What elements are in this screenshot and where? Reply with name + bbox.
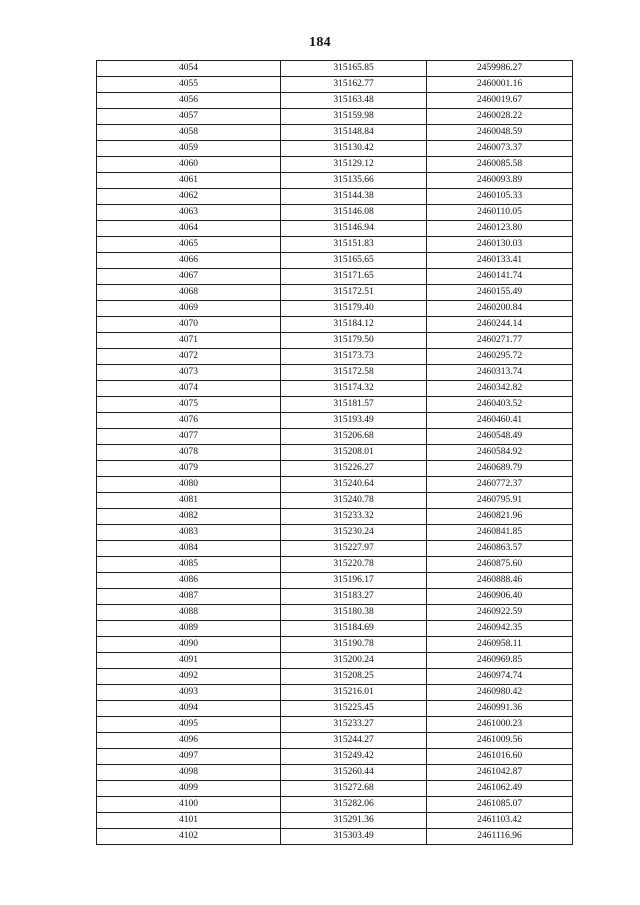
table-row bbox=[97, 253, 573, 269]
point-number-cell: 4070 bbox=[97, 317, 281, 333]
y-coordinate-cell: 2460001.16 bbox=[427, 77, 573, 93]
x-coordinate-cell: 315291.36 bbox=[281, 813, 427, 829]
y-coordinate-cell: 2460313.74 bbox=[427, 365, 573, 381]
y-coordinate-cell: 2460821.96 bbox=[427, 509, 573, 525]
y-coordinate-cell: 2460019.67 bbox=[427, 93, 573, 109]
point-number-cell: 4064 bbox=[97, 221, 281, 237]
x-coordinate-cell: 315172.58 bbox=[281, 365, 427, 381]
point-number-cell: 4090 bbox=[97, 637, 281, 653]
table-row bbox=[97, 621, 573, 637]
table-row bbox=[97, 701, 573, 717]
page-number: 184 bbox=[309, 35, 331, 50]
y-coordinate-cell: 2460991.36 bbox=[427, 701, 573, 717]
point-number-cell: 4098 bbox=[97, 765, 281, 781]
y-coordinate-cell: 2460093.89 bbox=[427, 173, 573, 189]
point-number-cell: 4056 bbox=[97, 93, 281, 109]
y-coordinate-cell: 2460141.74 bbox=[427, 269, 573, 285]
point-number-cell: 4079 bbox=[97, 461, 281, 477]
y-coordinate-cell: 2460888.46 bbox=[427, 573, 573, 589]
point-number-cell: 4087 bbox=[97, 589, 281, 605]
y-coordinate-cell: 2460969.85 bbox=[427, 653, 573, 669]
x-coordinate-cell: 315282.06 bbox=[281, 797, 427, 813]
table-row bbox=[97, 173, 573, 189]
y-coordinate-cell: 2460548.49 bbox=[427, 429, 573, 445]
y-coordinate-cell: 2460875.60 bbox=[427, 557, 573, 573]
x-coordinate-cell: 315174.32 bbox=[281, 381, 427, 397]
x-coordinate-cell: 315233.27 bbox=[281, 717, 427, 733]
x-coordinate-cell: 315184.12 bbox=[281, 317, 427, 333]
table-row bbox=[97, 157, 573, 173]
y-coordinate-cell: 2461042.87 bbox=[427, 765, 573, 781]
x-coordinate-cell: 315171.65 bbox=[281, 269, 427, 285]
y-coordinate-cell: 2460200.84 bbox=[427, 301, 573, 317]
x-coordinate-cell: 315163.48 bbox=[281, 93, 427, 109]
y-coordinate-cell: 2461103.42 bbox=[427, 813, 573, 829]
y-coordinate-cell: 2460028.22 bbox=[427, 109, 573, 125]
table-row bbox=[97, 141, 573, 157]
x-coordinate-cell: 315162.77 bbox=[281, 77, 427, 93]
point-number-cell: 4095 bbox=[97, 717, 281, 733]
point-number-cell: 4100 bbox=[97, 797, 281, 813]
x-coordinate-cell: 315165.65 bbox=[281, 253, 427, 269]
x-coordinate-cell: 315135.66 bbox=[281, 173, 427, 189]
table-row bbox=[97, 349, 573, 365]
x-coordinate-cell: 315184.69 bbox=[281, 621, 427, 637]
point-number-cell: 4096 bbox=[97, 733, 281, 749]
point-number-cell: 4076 bbox=[97, 413, 281, 429]
point-number-cell: 4091 bbox=[97, 653, 281, 669]
y-coordinate-cell: 2460689.79 bbox=[427, 461, 573, 477]
x-coordinate-cell: 315216.01 bbox=[281, 685, 427, 701]
table-row bbox=[97, 61, 573, 77]
y-coordinate-cell: 2460085.58 bbox=[427, 157, 573, 173]
point-number-cell: 4061 bbox=[97, 173, 281, 189]
y-coordinate-cell: 2460244.14 bbox=[427, 317, 573, 333]
point-number-cell: 4062 bbox=[97, 189, 281, 205]
point-number-cell: 4071 bbox=[97, 333, 281, 349]
point-number-cell: 4069 bbox=[97, 301, 281, 317]
y-coordinate-cell: 2460841.85 bbox=[427, 525, 573, 541]
table-row bbox=[97, 605, 573, 621]
table-row bbox=[97, 749, 573, 765]
point-number-cell: 4102 bbox=[97, 829, 281, 845]
y-coordinate-cell: 2460048.59 bbox=[427, 125, 573, 141]
y-coordinate-cell: 2461016.60 bbox=[427, 749, 573, 765]
x-coordinate-cell: 315208.25 bbox=[281, 669, 427, 685]
point-number-cell: 4088 bbox=[97, 605, 281, 621]
table-row bbox=[97, 509, 573, 525]
x-coordinate-cell: 315144.38 bbox=[281, 189, 427, 205]
point-number-cell: 4072 bbox=[97, 349, 281, 365]
x-coordinate-cell: 315180.38 bbox=[281, 605, 427, 621]
table-row bbox=[97, 269, 573, 285]
table-row bbox=[97, 333, 573, 349]
table-row bbox=[97, 493, 573, 509]
y-coordinate-cell: 2460403.52 bbox=[427, 397, 573, 413]
y-coordinate-cell: 2460906.40 bbox=[427, 589, 573, 605]
x-coordinate-cell: 315196.17 bbox=[281, 573, 427, 589]
y-coordinate-cell: 2461085.07 bbox=[427, 797, 573, 813]
x-coordinate-cell: 315206.68 bbox=[281, 429, 427, 445]
y-coordinate-cell: 2461116.96 bbox=[427, 829, 573, 845]
point-number-cell: 4094 bbox=[97, 701, 281, 717]
table-row bbox=[97, 237, 573, 253]
table-row bbox=[97, 461, 573, 477]
table-row bbox=[97, 445, 573, 461]
table-row bbox=[97, 189, 573, 205]
table-row bbox=[97, 541, 573, 557]
x-coordinate-cell: 315303.49 bbox=[281, 829, 427, 845]
x-coordinate-cell: 315179.50 bbox=[281, 333, 427, 349]
table-row bbox=[97, 365, 573, 381]
table-row bbox=[97, 477, 573, 493]
point-number-cell: 4077 bbox=[97, 429, 281, 445]
point-number-cell: 4054 bbox=[97, 61, 281, 77]
point-number-cell: 4080 bbox=[97, 477, 281, 493]
x-coordinate-cell: 315190.78 bbox=[281, 637, 427, 653]
point-number-cell: 4085 bbox=[97, 557, 281, 573]
y-coordinate-cell: 2460155.49 bbox=[427, 285, 573, 301]
y-coordinate-cell: 2460110.05 bbox=[427, 205, 573, 221]
x-coordinate-cell: 315151.83 bbox=[281, 237, 427, 253]
y-coordinate-cell: 2460958.11 bbox=[427, 637, 573, 653]
x-coordinate-cell: 315148.84 bbox=[281, 125, 427, 141]
x-coordinate-cell: 315129.12 bbox=[281, 157, 427, 173]
point-number-cell: 4065 bbox=[97, 237, 281, 253]
point-number-cell: 4074 bbox=[97, 381, 281, 397]
y-coordinate-cell: 2460980.42 bbox=[427, 685, 573, 701]
y-coordinate-cell: 2460772.37 bbox=[427, 477, 573, 493]
point-number-cell: 4060 bbox=[97, 157, 281, 173]
x-coordinate-cell: 315220.78 bbox=[281, 557, 427, 573]
table-row bbox=[97, 765, 573, 781]
table-row bbox=[97, 381, 573, 397]
y-coordinate-cell: 2460105.33 bbox=[427, 189, 573, 205]
point-number-cell: 4089 bbox=[97, 621, 281, 637]
y-coordinate-cell: 2460584.92 bbox=[427, 445, 573, 461]
y-coordinate-cell: 2460460.41 bbox=[427, 413, 573, 429]
table-row bbox=[97, 221, 573, 237]
y-coordinate-cell: 2460942.35 bbox=[427, 621, 573, 637]
table-row bbox=[97, 301, 573, 317]
y-coordinate-cell: 2460295.72 bbox=[427, 349, 573, 365]
x-coordinate-cell: 315244.27 bbox=[281, 733, 427, 749]
x-coordinate-cell: 315240.78 bbox=[281, 493, 427, 509]
table-row bbox=[97, 285, 573, 301]
table-row bbox=[97, 93, 573, 109]
point-number-cell: 4099 bbox=[97, 781, 281, 797]
point-number-cell: 4078 bbox=[97, 445, 281, 461]
y-coordinate-cell: 2460133.41 bbox=[427, 253, 573, 269]
table-row bbox=[97, 797, 573, 813]
y-coordinate-cell: 2460974.74 bbox=[427, 669, 573, 685]
table-row bbox=[97, 557, 573, 573]
x-coordinate-cell: 315272.68 bbox=[281, 781, 427, 797]
y-coordinate-cell: 2460073.37 bbox=[427, 141, 573, 157]
y-coordinate-cell: 2460795.91 bbox=[427, 493, 573, 509]
x-coordinate-cell: 315181.57 bbox=[281, 397, 427, 413]
point-number-cell: 4058 bbox=[97, 125, 281, 141]
point-number-cell: 4092 bbox=[97, 669, 281, 685]
y-coordinate-cell: 2460342.82 bbox=[427, 381, 573, 397]
table-row bbox=[97, 525, 573, 541]
point-number-cell: 4082 bbox=[97, 509, 281, 525]
table-row bbox=[97, 573, 573, 589]
x-coordinate-cell: 315208.01 bbox=[281, 445, 427, 461]
x-coordinate-cell: 315230.24 bbox=[281, 525, 427, 541]
x-coordinate-cell: 315226.27 bbox=[281, 461, 427, 477]
point-number-cell: 4101 bbox=[97, 813, 281, 829]
point-number-cell: 4063 bbox=[97, 205, 281, 221]
point-number-cell: 4075 bbox=[97, 397, 281, 413]
point-number-cell: 4057 bbox=[97, 109, 281, 125]
x-coordinate-cell: 315240.64 bbox=[281, 477, 427, 493]
point-number-cell: 4059 bbox=[97, 141, 281, 157]
x-coordinate-cell: 315249.42 bbox=[281, 749, 427, 765]
table-row bbox=[97, 317, 573, 333]
y-coordinate-cell: 2460922.59 bbox=[427, 605, 573, 621]
x-coordinate-cell: 315179.40 bbox=[281, 301, 427, 317]
table-body bbox=[97, 61, 573, 845]
x-coordinate-cell: 315227.97 bbox=[281, 541, 427, 557]
table-row bbox=[97, 685, 573, 701]
table-row bbox=[97, 637, 573, 653]
table-row bbox=[97, 829, 573, 845]
x-coordinate-cell: 315165.85 bbox=[281, 61, 427, 77]
x-coordinate-cell: 315233.32 bbox=[281, 509, 427, 525]
y-coordinate-cell: 2461009.56 bbox=[427, 733, 573, 749]
coordinate-table bbox=[96, 60, 573, 845]
table-row bbox=[97, 397, 573, 413]
y-coordinate-cell: 2461000.23 bbox=[427, 717, 573, 733]
x-coordinate-cell: 315183.27 bbox=[281, 589, 427, 605]
point-number-cell: 4093 bbox=[97, 685, 281, 701]
point-number-cell: 4084 bbox=[97, 541, 281, 557]
point-number-cell: 4073 bbox=[97, 365, 281, 381]
table-row bbox=[97, 429, 573, 445]
x-coordinate-cell: 315200.24 bbox=[281, 653, 427, 669]
point-number-cell: 4055 bbox=[97, 77, 281, 93]
y-coordinate-cell: 2460123.80 bbox=[427, 221, 573, 237]
point-number-cell: 4066 bbox=[97, 253, 281, 269]
table-row bbox=[97, 589, 573, 605]
table-row bbox=[97, 733, 573, 749]
x-coordinate-cell: 315260.44 bbox=[281, 765, 427, 781]
x-coordinate-cell: 315146.08 bbox=[281, 205, 427, 221]
table-row bbox=[97, 653, 573, 669]
point-number-cell: 4068 bbox=[97, 285, 281, 301]
y-coordinate-cell: 2461062.49 bbox=[427, 781, 573, 797]
table-row bbox=[97, 717, 573, 733]
point-number-cell: 4083 bbox=[97, 525, 281, 541]
table-row bbox=[97, 125, 573, 141]
table-row bbox=[97, 109, 573, 125]
table-row bbox=[97, 413, 573, 429]
point-number-cell: 4081 bbox=[97, 493, 281, 509]
y-coordinate-cell: 2459986.27 bbox=[427, 61, 573, 77]
x-coordinate-cell: 315172.51 bbox=[281, 285, 427, 301]
y-coordinate-cell: 2460130.03 bbox=[427, 237, 573, 253]
x-coordinate-cell: 315193.49 bbox=[281, 413, 427, 429]
table-row bbox=[97, 205, 573, 221]
point-number-cell: 4067 bbox=[97, 269, 281, 285]
x-coordinate-cell: 315130.42 bbox=[281, 141, 427, 157]
table-row bbox=[97, 669, 573, 685]
x-coordinate-cell: 315225.45 bbox=[281, 701, 427, 717]
x-coordinate-cell: 315146.94 bbox=[281, 221, 427, 237]
y-coordinate-cell: 2460271.77 bbox=[427, 333, 573, 349]
y-coordinate-cell: 2460863.57 bbox=[427, 541, 573, 557]
point-number-cell: 4086 bbox=[97, 573, 281, 589]
x-coordinate-cell: 315159.98 bbox=[281, 109, 427, 125]
point-number-cell: 4097 bbox=[97, 749, 281, 765]
table-row bbox=[97, 77, 573, 93]
table-row bbox=[97, 781, 573, 797]
x-coordinate-cell: 315173.73 bbox=[281, 349, 427, 365]
table-row bbox=[97, 813, 573, 829]
